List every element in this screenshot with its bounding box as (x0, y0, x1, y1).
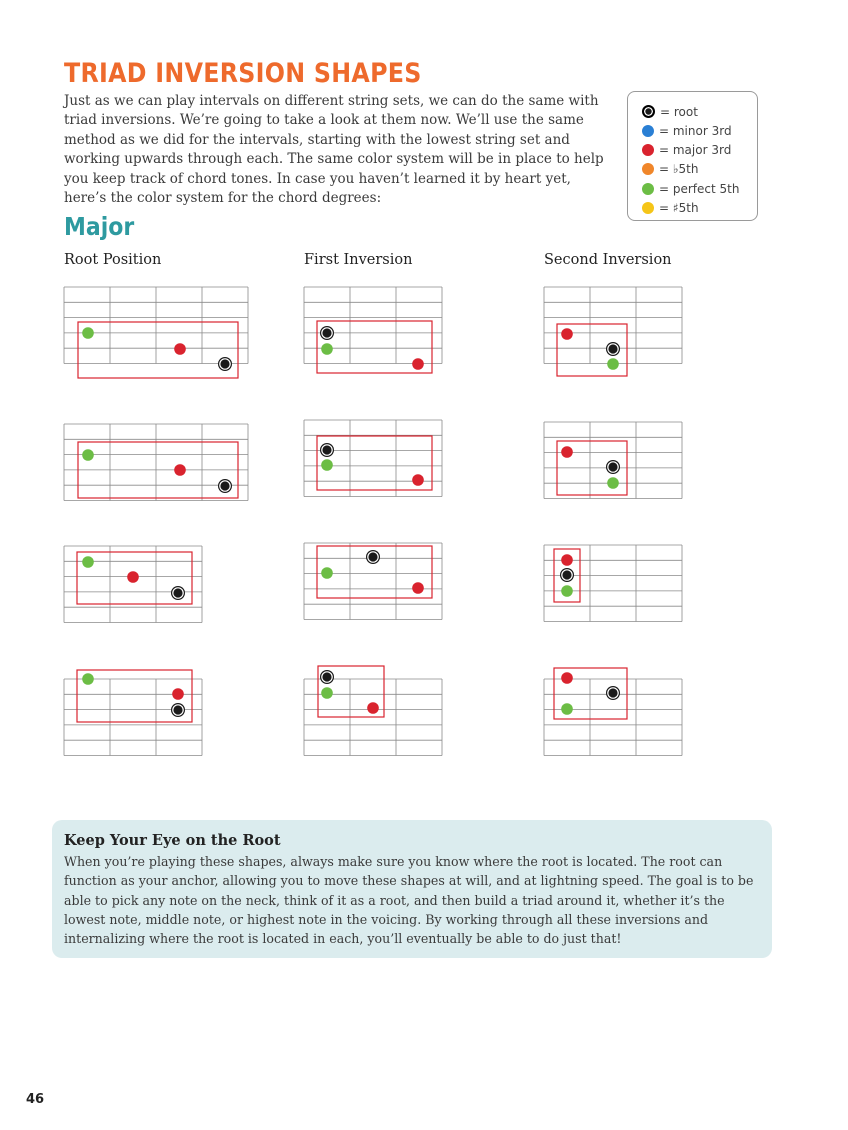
fretboard-diagram (544, 422, 682, 499)
major-3rd-dot (412, 582, 424, 594)
perfect-5th-dot (321, 687, 333, 699)
column-heading-second-inversion: Second Inversion (544, 252, 672, 268)
perfect-5th-dot (321, 567, 333, 579)
perfect-5th-dot (607, 358, 619, 370)
major-3rd-dot (367, 702, 379, 714)
fretboard-diagram (64, 424, 248, 501)
major-3rd-dot (174, 343, 186, 355)
fretboard-diagram (64, 670, 202, 756)
major-3rd-dot (561, 446, 573, 458)
major-3rd-dot (412, 358, 424, 370)
legend-label: = ♯5th (659, 201, 699, 215)
fretboard-diagram (544, 668, 682, 756)
major-3rd-dot (561, 672, 573, 684)
fretboard-diagram (544, 545, 682, 622)
legend-label: = perfect 5th (659, 181, 740, 196)
legend-label: = ♭5th (659, 162, 699, 177)
page-title: TRIAD INVERSION SHAPES (64, 58, 422, 89)
tip-callout (52, 820, 772, 958)
legend-label: = root (660, 104, 698, 119)
legend-label: = major 3rd (659, 143, 732, 158)
fretboard-diagram (304, 420, 442, 497)
shape-outline-box (78, 322, 238, 378)
perfect-5th-dot (321, 459, 333, 471)
page-number: 46 (26, 1092, 45, 1107)
column-heading-first-inversion: First Inversion (304, 252, 413, 268)
column-heading-root-position: Root Position (64, 252, 162, 268)
perfect-5th-dot (82, 673, 94, 685)
major-3rd-dot (174, 464, 186, 476)
fretboard-diagram (64, 287, 248, 378)
callout-text: When you’re playing these shapes, always make sure you know where the root is located. The root can function as your anchor, allowing you to move these shapes at will, and at lightning speed. The goal is to be able to pick any note on the neck, think of it as a root, and then build a triad around it, whether it’s the lowest note, middle note, or highest note in the voicing. By working through all these inversions and internalizing where the root is located in each, you’ll eventually be able to do just that! (64, 854, 754, 947)
fretboard-diagram (304, 666, 442, 756)
perfect-5th-dot (321, 343, 333, 355)
major-3rd-dot (127, 571, 139, 583)
callout-title: Keep Your Eye on the Root (64, 832, 281, 849)
fretboard-diagram (64, 546, 202, 623)
major-3rd-dot (412, 474, 424, 486)
major-3rd-dot (172, 688, 184, 700)
fretboard-diagram (544, 287, 682, 376)
major-3rd-dot (561, 554, 573, 566)
perfect-5th-dot (607, 477, 619, 489)
legend-label: = minor 3rd (659, 123, 732, 138)
fretboard-diagram (304, 287, 442, 373)
major-3rd-dot (561, 328, 573, 340)
perfect-5th-dot (82, 556, 94, 568)
perfect-5th-dot (561, 703, 573, 715)
intro-paragraph: Just as we can play intervals on different string sets, we can do the same with triad inversions. We’re going to take a look at them now. We’ll use the same method as we did for the intervals, starting with the lowest string set and working upwards through each. The same color system will be in place to help you keep track of chord tones. In case you haven’t learned it by heart yet, here’s the color system for the chord degrees: (64, 93, 604, 207)
perfect-5th-dot (82, 327, 94, 339)
fretboard-diagram (304, 543, 442, 620)
section-heading-major: Major (64, 212, 135, 241)
perfect-5th-dot (561, 585, 573, 597)
perfect-5th-dot (82, 449, 94, 461)
